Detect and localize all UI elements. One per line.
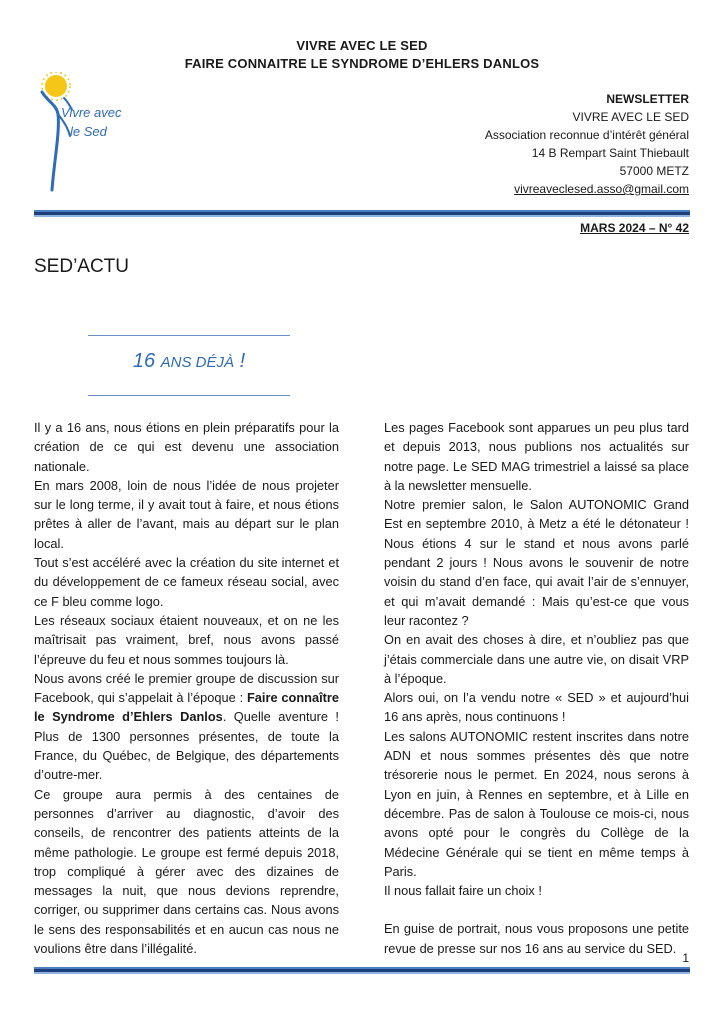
article-left-column [34,418,339,958]
paragraph [34,669,339,785]
paragraph: Il y a 16 ans, nous étions en plein préparatifs pour la création de ce qui est devenu une association nationale. [34,420,339,474]
association-logo [34,72,144,192]
page-number: 1 [682,951,689,965]
organization-info [485,90,689,198]
paragraph: Il nous fallait faire un choix ! [384,883,542,899]
article-right-column [384,418,689,958]
newsletter-label: NEWSLETTER [606,92,689,106]
paragraph: Alors oui, on l’a vendu notre « SED » et aujourd’hui 16 ans après, nous continuons ! [384,690,689,725]
org-email-link[interactable]: vivreaveclesed.asso@gmail.com [514,182,689,196]
newsletter-subtitle: FAIRE CONNAITRE LE SYNDROME D’EHLERS DANLOS [184,56,540,71]
org-street: 14 B Rempart Saint Thiebault [531,146,689,160]
org-status: Association reconnue d’intérêt général [484,128,689,142]
section-title: SED’ACTU [34,256,130,277]
top-divider [34,210,690,217]
paragraph: Tout s’est accéléré avec la création du site internet et du développement de ce fameux réseau social, avec ce F bleu comme logo. [34,555,339,609]
headline-rule-top [88,335,290,336]
paragraph: Les pages Facebook sont apparues un peu plus tard et depuis 2013, nous publions nos actualités sur notre page. Le SED MAG trimestriel a laissé sa place à la newsletter mensuelle. [384,420,689,493]
headline-mark: ! [239,350,246,372]
paragraph: Les salons AUTONOMIC restent inscrites dans notre ADN et nous sommes présentes dès que notre trésorerie nous le permet. En 2024, nous serons à Lyon en juin, à Rennes en septembre, et à Lille en décembre. Pas de salon à Toulouse ce mois-ci, nous avons opté pour le congrès du Collège de la Médecine Générale qui se tient en même temps à Paris. [384,728,689,879]
group-name: Faire connaître le Syndrome d’Ehlers Danlos [34,690,339,725]
headline-rule-bottom [88,395,290,396]
newsletter-title: VIVRE AVEC LE SED [296,38,428,53]
headline-text: ANS DÉJÀ [160,354,235,371]
paragraph: En guise de portrait, nous vous proposons une petite revue de presse sur nos 16 ans au service du SED. [384,921,689,956]
logo-text-line2: le Sed [70,124,107,139]
paragraph: Les réseaux sociaux étaient nouveaux, et on ne les maîtrisait pas vraiment, bref, nous avons passé l’épreuve du feu et nous sommes toujours là. [34,612,339,667]
headline-number: 16 [132,350,156,372]
paragraph: On en avait des choses à dire, et n’oubliez pas que j’étais commerciale dans une autre vie, on disait VRP à l’époque. [384,632,689,686]
org-city: 57000 METZ [619,164,689,178]
paragraph: Ce groupe aura permis à des centaines de personnes d’arriver au diagnostic, d’avoir des conseils, de rencontrer des patients atteints de la même pathologie. Le groupe est fermé depuis 2018, trop compliqué à gérer avec des dizaines de messages la nuit, que nous devions reprendre, corriger, ou supprimer dans certains cas. Nous avons le sens des responsabilités et en aucun cas nous ne voulions être dans l’illégalité. [34,786,339,957]
issue-number: MARS 2024 – N° 42 [580,221,689,235]
article-headline [88,350,290,373]
logo-text-line1: Vivre avec [61,105,122,120]
spacer [384,900,689,919]
paragraph: En mars 2008, loin de nous l’idée de nous projeter sur le long terme, il y avait tout à faire, et nous étions prêtes à aller de l’avant, mais au départ sur le plan local. [34,477,339,551]
org-name: VIVRE AVEC LE SED [572,110,689,124]
bottom-divider [34,967,690,974]
paragraph: Notre premier salon, le Salon AUTONOMIC Grand Est en septembre 2010, à Metz a été le détonateur ! Nous étions 4 sur le stand et nous avons parlé pendant 2 jours ! Nous avons le souvenir de notre voisin du stand d’en face, qui avait l’air de s’ennuyer, et qui m’avait demandé : Mais qu’est-ce que vous leur racontez ? [384,497,689,628]
paragraph-text: . Quelle aventure ! Plus de 1300 personnes présentes, de toute la France, du Québec, de Belgique, des départements d’outre-mer. [34,709,339,783]
paragraph-text: Nous avons créé le premier groupe de discussion sur Facebook, qui s’appelait à l’époque : [34,670,339,706]
logo-icon [34,72,144,192]
